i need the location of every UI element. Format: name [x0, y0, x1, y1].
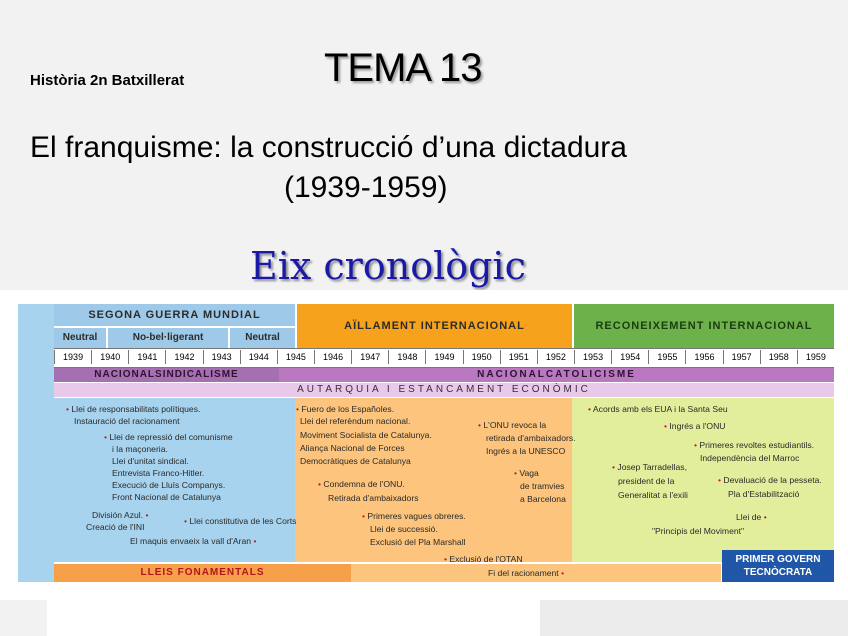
event-text: Creació de l'INI [86, 522, 145, 532]
year-label-1953: 1953 [574, 350, 611, 364]
left-margin-strip [18, 304, 54, 582]
year-label-1955: 1955 [648, 350, 685, 364]
event-text: Front Nacional de Catalunya [112, 492, 221, 502]
bottom-white-area [47, 600, 540, 636]
event-text: Aliança Nacional de Forces [300, 443, 405, 453]
period-lleis-fonamentals: LLEIS FONAMENTALS [54, 564, 351, 582]
event-text: Pla d'Estabilització [728, 489, 800, 499]
event-text: a Barcelona [520, 494, 566, 504]
year-label-1950: 1950 [463, 350, 500, 364]
year-label-1945: 1945 [277, 350, 314, 364]
event-text: • Exclusió de l'OTAN [444, 554, 523, 564]
year-label-1952: 1952 [537, 350, 574, 364]
year-label-1954: 1954 [611, 350, 648, 364]
year-label-1947: 1947 [351, 350, 388, 364]
subtitle-line-1: El franquisme: la construcció d’una dictadura [30, 131, 627, 164]
year-label-1944: 1944 [240, 350, 277, 364]
year-label-1951: 1951 [500, 350, 537, 364]
period-autarquia: AUTARQUIA I ESTANCAMENT ECONÒMIC [54, 383, 834, 397]
period-nonbelligerent: No-bel·ligerant [108, 328, 228, 348]
period-neutral-1: Neutral [54, 328, 106, 348]
bottom-grey-area [540, 600, 848, 636]
event-text: Retirada d'ambaixadors [328, 493, 419, 503]
year-label-1956: 1956 [685, 350, 722, 364]
year-label-1958: 1958 [760, 350, 797, 364]
event-text: retirada d'ambaixadors. [486, 433, 576, 443]
year-label-1942: 1942 [165, 350, 202, 364]
year-label-1957: 1957 [723, 350, 760, 364]
event-text: Democràtiques de Catalunya [300, 456, 411, 466]
event-text: Moviment Socialista de Catalunya. [300, 430, 432, 440]
event-text: Independència del Marroc [700, 453, 800, 463]
event-text: • Primeres vagues obreres. [362, 511, 466, 521]
event-text: Entrevista Franco-Hitler. [112, 468, 205, 478]
event-text: Execució de Lluís Companys. [112, 480, 226, 490]
event-text: Exclusió del Pla Marshall [370, 537, 466, 547]
period-neutral-2: Neutral [230, 328, 295, 348]
timeline-figure [0, 290, 848, 600]
period-war: SEGONA GUERRA MUNDIAL [54, 304, 295, 326]
event-text: Generalitat a l'exili [618, 490, 688, 500]
event-text: • Llei constitutiva de les Corts [184, 516, 297, 526]
course-label: Història 2n Batxillerat [30, 72, 185, 89]
event-text: Llei del referèndum nacional. [300, 416, 411, 426]
period-nacionalsindicalisme: NACIONALSINDICALISME [54, 368, 279, 382]
year-label-1943: 1943 [203, 350, 240, 364]
event-text: • Devaluació de la pesseta. [718, 475, 822, 485]
event-text: "Principis del Moviment" [652, 526, 745, 536]
year-label-1939: 1939 [54, 350, 91, 364]
event-text: i la maçoneria. [112, 444, 168, 454]
event-text: • Llei de repressió del comunisme [104, 432, 233, 442]
year-label-1946: 1946 [314, 350, 351, 364]
years-axis [54, 290, 834, 370]
timeline-heading: Eix cronològic [250, 244, 526, 288]
event-text: president de la [618, 476, 675, 486]
year-label-1940: 1940 [91, 350, 128, 364]
event-text: Llei de successió. [370, 524, 438, 534]
event-text: • Condemna de l'ONU. [318, 479, 405, 489]
period-isolation: AÏLLAMENT INTERNACIONAL [297, 304, 572, 348]
event-text: Instauració del racionament [74, 416, 180, 426]
event-text: • Primeres revoltes estudiantils. [694, 440, 815, 450]
year-label-1948: 1948 [388, 350, 425, 364]
event-text: El maquis envaeix la vall d'Aran • [130, 536, 257, 546]
year-label-1959: 1959 [797, 350, 834, 364]
subtitle [30, 128, 790, 208]
period-recognition: RECONEIXEMENT INTERNACIONAL [574, 304, 834, 348]
subtitle-line-2: (1939-1959) [284, 171, 448, 204]
event-text: • Vaga [514, 468, 539, 478]
period-primer-govern-tecnocrata: PRIMER GOVERN TECNÒCRATA [722, 550, 834, 582]
event-text: • L'ONU revoca la [478, 420, 547, 430]
event-text: de tramvies [520, 481, 565, 491]
event-text: • Josep Tarradellas, [612, 462, 687, 472]
year-label-1941: 1941 [128, 350, 165, 364]
period-nacionalcatolicisme: NACIONALCATOLICISME [279, 368, 834, 382]
event-text: • Llei de responsabilitats polítiques. [66, 404, 201, 414]
event-text: Llei d'unitat sindical. [112, 456, 189, 466]
topic-title: TEMA 13 [324, 46, 482, 90]
year-label-1949: 1949 [425, 350, 462, 364]
event-text: • Fuero de los Españoles. [296, 404, 395, 414]
event-text: Llei de • [736, 512, 767, 522]
event-text: • Acords amb els EUA i la Santa Seu [588, 404, 728, 414]
event-text: Fi del racionament • [488, 568, 565, 578]
event-text: • Ingrés a l'ONU [664, 421, 726, 431]
event-text: División Azul. • [92, 510, 149, 520]
event-text: Ingrés a la UNESCO [486, 446, 566, 456]
